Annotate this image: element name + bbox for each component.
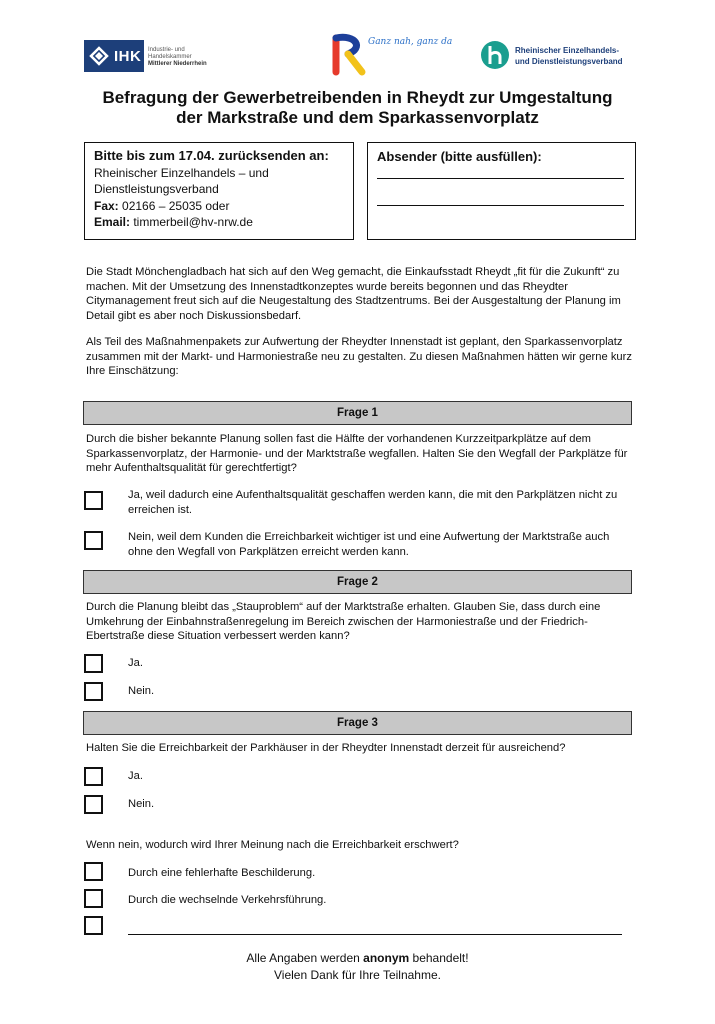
sender-heading: Absender (bitte ausfüllen):	[377, 149, 542, 164]
email-value[interactable]: timmerbeil@hv-nrw.de	[130, 215, 253, 229]
q2-no-label: Nein.	[128, 685, 155, 697]
question-3-header: Frage 3	[83, 711, 632, 735]
footer-pre: Alle Angaben werden	[246, 951, 364, 965]
q3-reason-signage-checkbox[interactable]	[84, 862, 103, 881]
fax-label: Fax:	[94, 198, 119, 213]
footer-post: behandelt!	[409, 951, 469, 965]
title-line1: Befragung der Gewerbetreibenden in Rheydt zur Umgestaltung	[102, 88, 613, 107]
footer	[150, 950, 565, 984]
sender-line-2[interactable]	[377, 205, 624, 206]
q3-reason-traffic-label: Durch die wechselnde Verkehrsführung.	[128, 894, 327, 906]
q2-yes-checkbox[interactable]	[84, 654, 103, 673]
q3-yes-checkbox[interactable]	[84, 767, 103, 786]
rhv-logo-icon	[480, 40, 510, 70]
return-address-box	[84, 142, 354, 240]
q1-no-checkbox[interactable]	[84, 531, 103, 550]
org-line2: Dienstleistungsverband	[94, 182, 219, 196]
rheydt-script-text: Ganz nah, ganz da	[368, 37, 453, 47]
email-label: Email:	[94, 215, 131, 229]
org-line1: Rheinischer Einzelhandels – und	[94, 165, 269, 180]
page-title	[60, 88, 655, 128]
q1-yes-label: Ja, weil dadurch eine Aufenthaltsqualität geschaffen werden kann, die mit den Parkplätzen nicht zu erreichen ist.	[128, 489, 618, 516]
question-2-text: Durch die Planung bleibt das „Stauproblem“ auf der Marktstraße erhalten. Glauben Sie, dass durch eine Umkehrung der Einbahnstraßenregelung im Bereich zwischen der Harmoniestraße und der Friedrich-Ebertstraße diese Situation verbessert werden kann?	[86, 601, 601, 642]
footer-anonym: anonym	[363, 951, 410, 965]
q2-yes-label: Ja.	[128, 657, 143, 669]
intro-paragraph-2: Als Teil des Maßnahmenpakets zur Aufwertung der Rheydter Innenstadt ist geplant, den Sparkassenvorplatz zusammen mit der Markt- und Harmoniestraße neu zu gestalten. Zu diesen Maßnahmen hätten wir gerne kurz Ihre Einschätzung:	[86, 336, 632, 377]
ihk-sub-line1: Industrie- und Handelskammer	[148, 47, 192, 60]
rhv-name	[515, 45, 623, 67]
email-row	[94, 214, 344, 231]
sender-box	[367, 142, 636, 240]
q1-yes-checkbox[interactable]	[84, 491, 103, 510]
q3-other-answer-line[interactable]	[128, 934, 622, 935]
q3-no-checkbox[interactable]	[84, 795, 103, 814]
question-1-text: Durch die bisher bekannte Planung sollen fast die Hälfte der vorhandenen Kurzzeitparkplätze auf dem Sparkassenvorplatz, der Harmonie- und der Marktstraße wegfallen. Halten Sie den Wegfall der Parkplätze für mehr Aufenthaltsqualität für gerechtfertigt?	[86, 433, 628, 474]
ihk-logo	[84, 40, 144, 72]
return-heading: Bitte bis zum 17.04. zurücksenden an:	[94, 148, 329, 163]
question-2-header: Frage 2	[83, 570, 632, 594]
question-1-header: Frage 1	[83, 401, 632, 425]
ihk-sub-line2: Mittlerer Niederrhein	[148, 61, 207, 67]
footer-line2: Vielen Dank für Ihre Teilnahme.	[274, 968, 441, 982]
q3-reason-other-checkbox[interactable]	[84, 916, 103, 935]
rhv-line1: Rheinischer Einzelhandels-	[515, 46, 620, 55]
q3-followup-text: Wenn nein, wodurch wird Ihrer Meinung nach die Erreichbarkeit erschwert?	[86, 839, 459, 851]
sender-line-1[interactable]	[377, 178, 624, 179]
q1-no-label: Nein, weil dem Kunden die Erreichbarkeit wichtiger ist und eine Aufwertung der Marktstraße auch ohne den Wegfall von Parkplätzen erreicht werden kann.	[128, 531, 610, 558]
question-3-text: Halten Sie die Erreichbarkeit der Parkhäuser in der Rheydter Innenstadt derzeit für ausreichend?	[86, 742, 566, 754]
ihk-logo-text: IHK	[114, 47, 142, 65]
q2-no-checkbox[interactable]	[84, 682, 103, 701]
q3-no-label: Nein.	[128, 798, 155, 810]
q3-reason-signage-label: Durch eine fehlerhafte Beschilderung.	[128, 867, 316, 879]
rheydt-r-logo	[330, 28, 453, 76]
title-line2: der Markstraße und dem Sparkassenvorplatz	[176, 108, 539, 127]
fax-value: 02166 – 25035 oder	[118, 198, 230, 213]
q3-reason-traffic-checkbox[interactable]	[84, 889, 103, 908]
intro-paragraph-1: Die Stadt Mönchengladbach hat sich auf den Weg gemacht, die Einkaufsstadt Rheydt „fit für die Zukunft“ zu machen. Mit der Umsetzung des Innenstadtkonzeptes wurde bereits begonnen und das Rheydter Citymanagement freut sich auf die Neugestaltung des Stadtzentrums. Bei der Ausgestaltung der Planung im Detail gibt es aber noch Diskussionsbedarf.	[86, 266, 621, 322]
fax-row	[94, 198, 344, 215]
footer-line1	[150, 950, 565, 967]
q3-yes-label: Ja.	[128, 770, 143, 782]
ihk-subtitle	[148, 47, 228, 68]
ihk-symbol-icon	[87, 44, 111, 68]
rhv-line2: und Dienstleistungsverband	[515, 57, 623, 66]
